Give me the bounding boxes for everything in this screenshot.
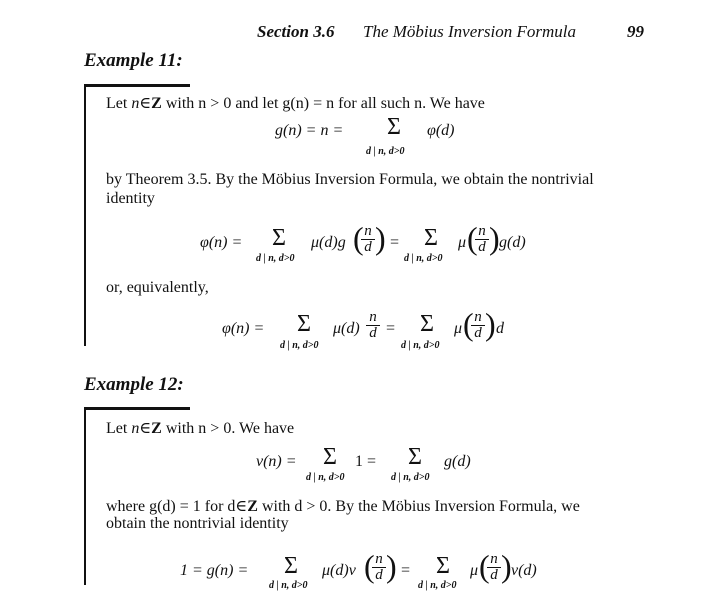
- example-11-intro: Let n∈Z with n > 0 and let g(n) = n for all such n. We have: [106, 95, 485, 112]
- eq1-lhs: g(n) = n =: [275, 122, 344, 139]
- ex12-eq1-sum-2-index: d | n, d>0: [391, 472, 430, 483]
- example-12-heading: Example 12:: [84, 374, 184, 395]
- eq2-lhs: φ(n) =: [200, 234, 243, 251]
- example-11-top-rule: [84, 84, 190, 87]
- example-11-para-cont: identity: [106, 190, 155, 207]
- eq2-equals: =: [389, 234, 400, 251]
- ex12-eq1-term: g(d): [444, 453, 471, 470]
- ex12-eq1-sum-1-index: d | n, d>0: [306, 472, 345, 483]
- ex12-eq2-sum-1-index: d | n, d>0: [269, 580, 308, 591]
- eq2-paren-close-2: ): [489, 220, 500, 256]
- example-11-heading: Example 11:: [84, 50, 183, 71]
- ex12-eq2-paren-close-2: ): [501, 548, 512, 584]
- eq1-sum: Σ: [387, 114, 401, 140]
- eq2-mu: μ: [458, 234, 467, 251]
- eq3-fraction-1: $\frac{n}{d}$: [366, 310, 380, 341]
- running-title: The Möbius Inversion Formula: [363, 22, 576, 41]
- ex12-eq2-fraction-2: $\frac{n}{d}$: [487, 552, 501, 583]
- ex12-eq1-lhs: ν(n) =: [256, 453, 297, 470]
- eq2-paren-open-1: (: [353, 220, 364, 256]
- eq3-lhs: φ(n) =: [222, 320, 265, 337]
- example-11-left-rule: [84, 84, 86, 346]
- eq2-fraction-2: $\frac{n}{d}$: [475, 224, 489, 255]
- eq3-mu: μ: [454, 320, 463, 337]
- eq3-sum-1: Σ: [297, 311, 311, 337]
- eq3-sum-2: Σ: [420, 311, 434, 337]
- eq3-sum-2-index: d | n, d>0: [401, 340, 440, 351]
- eq1-term: φ(d): [427, 122, 455, 139]
- ex12-eq2-paren-open-2: (: [479, 548, 490, 584]
- ex12-eq2-lhs: 1 = g(n) =: [180, 562, 249, 579]
- example-12-top-rule: [84, 407, 190, 410]
- eq3-equals: =: [385, 320, 396, 337]
- example-12-intro: Let n∈Z with n > 0. We have: [106, 420, 295, 437]
- eq2-sum-2: Σ: [424, 225, 438, 251]
- example-12-left-rule: [84, 407, 86, 585]
- example-12-para: where g(d) = 1 for d∈Z with d > 0. By the Möbius Inversion Formula, we: [106, 498, 580, 515]
- example-12-para-cont: obtain the nontrivial identity: [106, 515, 289, 532]
- eq2-fraction-1: $\frac{n}{d}$: [361, 224, 375, 255]
- section-label: Section 3.6: [257, 22, 335, 41]
- eq3-fraction-2: $\frac{n}{d}$: [471, 310, 485, 341]
- eq3-term-2: d: [496, 320, 504, 337]
- eq3-sum-1-index: d | n, d>0: [280, 340, 319, 351]
- ex12-eq2-sum-2-index: d | n, d>0: [418, 580, 457, 591]
- ex12-eq2-paren-close-1: ): [386, 548, 397, 584]
- ex12-eq2-sum-1: Σ: [284, 553, 298, 579]
- ex12-eq2-term-2: ν(d): [511, 562, 537, 579]
- eq2-term-2: g(d): [499, 234, 526, 251]
- ex12-eq1-sum-2: Σ: [408, 444, 422, 470]
- ex12-eq1-sum-1: Σ: [323, 444, 337, 470]
- ex12-eq2-sum-2: Σ: [436, 553, 450, 579]
- ex12-eq2-equals: =: [400, 562, 411, 579]
- page-number: 99: [627, 22, 644, 41]
- ex12-eq2-paren-open-1: (: [364, 548, 375, 584]
- eq2-term-1: μ(d)g: [311, 234, 346, 251]
- eq3-paren-open: (: [463, 306, 474, 342]
- eq3-paren-close: ): [485, 306, 496, 342]
- ex12-eq2-term-1: μ(d)ν: [322, 562, 356, 579]
- eq1-sum-index: d | n, d>0: [366, 146, 405, 157]
- ex12-eq2-mu: μ: [470, 562, 479, 579]
- ex12-eq1-one: 1 =: [355, 453, 377, 470]
- eq3-term-1: μ(d): [333, 320, 360, 337]
- eq2-sum-2-index: d | n, d>0: [404, 253, 443, 264]
- eq2-sum-1-index: d | n, d>0: [256, 253, 295, 264]
- eq2-paren-open-2: (: [467, 220, 478, 256]
- eq2-sum-1: Σ: [272, 225, 286, 251]
- eq2-paren-close-1: ): [375, 220, 386, 256]
- example-11-para: by Theorem 3.5. By the Möbius Inversion Formula, we obtain the nontrivial: [106, 171, 594, 188]
- ex12-eq2-fraction-1: $\frac{n}{d}$: [372, 552, 386, 583]
- or-equivalently: or, equivalently,: [106, 279, 209, 296]
